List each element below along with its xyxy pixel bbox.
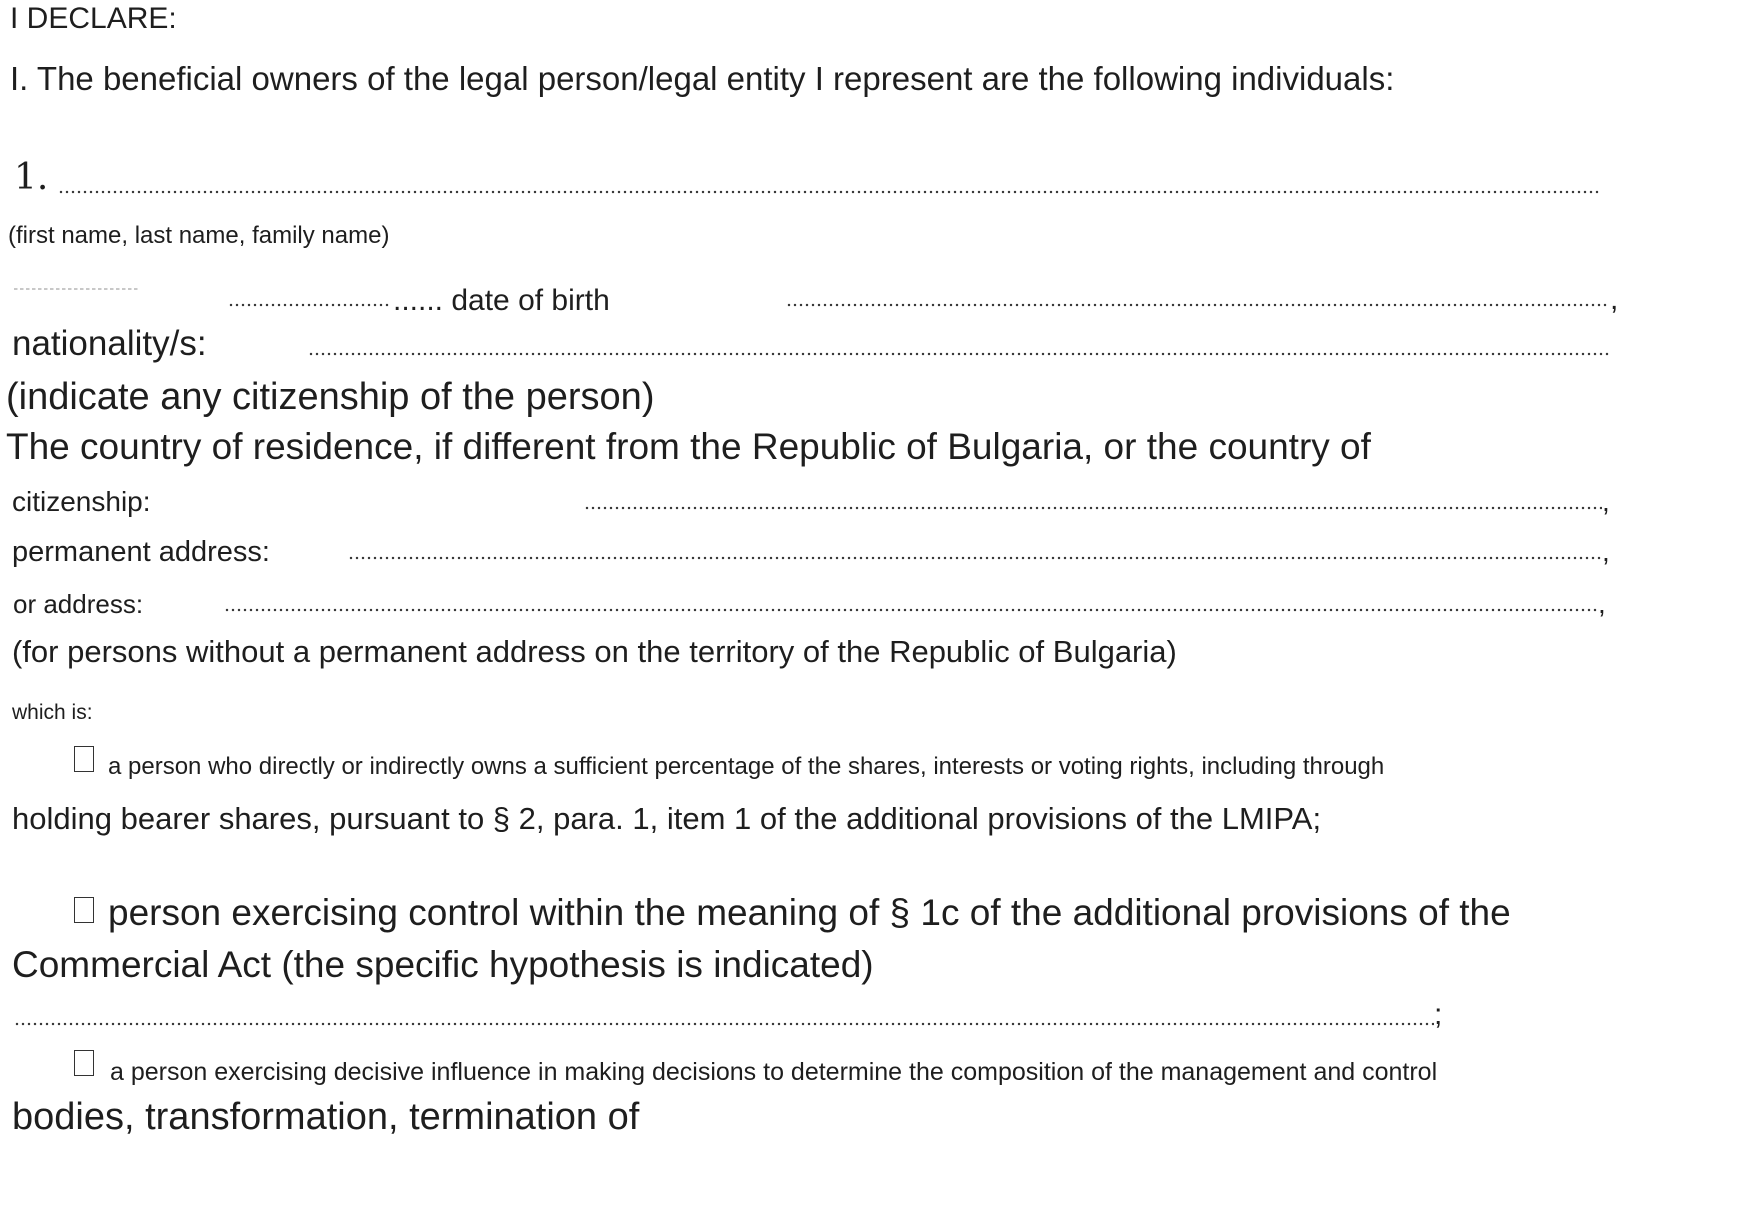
option2-line1: person exercising control within the meaning of § 1c of the additional provisions of the [108, 892, 1511, 933]
dob-comma: , [1610, 283, 1619, 316]
residence-text: The country of residence, if different from the Republic of Bulgaria, or the country of [6, 426, 1371, 467]
option1-checkbox[interactable] [74, 746, 94, 772]
date-of-birth-field[interactable] [786, 303, 1608, 307]
address-note: (for persons without a permanent address on the territory of the Republic of Bulgaria) [12, 634, 1177, 669]
nationality-label: nationality/s: [12, 324, 207, 363]
permanent-address-label: permanent address: [12, 536, 270, 568]
or-address-comma: , [1598, 588, 1606, 619]
date-of-birth-label: ...... date of birth [393, 284, 610, 317]
or-address-label: or address: [13, 589, 144, 619]
citizenship-comma: , [1602, 486, 1610, 517]
name-caption: (first name, last name, family name) [8, 222, 390, 249]
nationality-field[interactable] [308, 352, 1610, 356]
or-address-field[interactable] [224, 608, 1598, 612]
declare-heading: I DECLARE: [10, 2, 177, 35]
option1-line1: a person who directly or indirectly owns a sufficient percentage of the shares, interests or voting rights, including through [108, 753, 1385, 780]
option2-hypothesis-field[interactable] [14, 1022, 1434, 1026]
which-is-label: which is: [12, 701, 93, 724]
option3-line2: bodies, transformation, termination of [12, 1096, 640, 1138]
permanent-address-comma: , [1602, 536, 1610, 567]
item-number: 1. [14, 157, 49, 198]
option1-line2: holding bearer shares, pursuant to § 2, para. 1, item 1 of the additional provisions of the LMIPA; [12, 801, 1322, 836]
citizenship-field[interactable] [584, 506, 1602, 510]
option2-terminator: ; [1434, 998, 1443, 1031]
citizenship-note: (indicate any citizenship of the person) [6, 376, 655, 418]
faint-dash-line [14, 288, 140, 290]
option3-line1: a person exercising decisive influence in making decisions to determine the composition of the management and control [110, 1058, 1438, 1086]
pre-dob-field[interactable] [228, 303, 390, 307]
permanent-address-field[interactable] [348, 556, 1602, 560]
section-intro: I. The beneficial owners of the legal person/legal entity I represent are the following individuals: [10, 60, 1395, 97]
option3-checkbox[interactable] [74, 1050, 94, 1076]
name-field[interactable] [58, 190, 1600, 194]
option2-line2: Commercial Act (the specific hypothesis is indicated) [12, 944, 874, 985]
citizenship-label: citizenship: [12, 486, 151, 517]
option2-checkbox[interactable] [74, 897, 94, 923]
